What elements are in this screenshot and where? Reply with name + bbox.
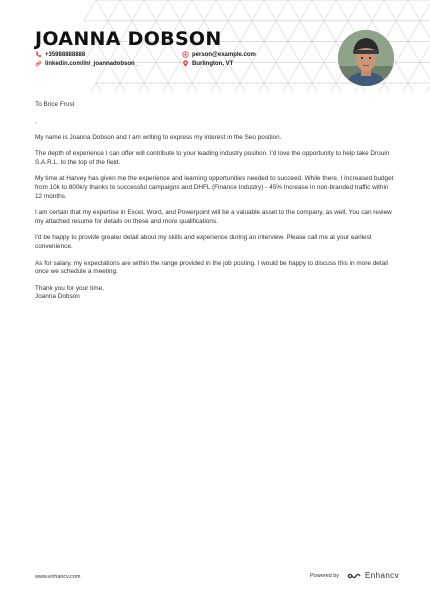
at-icon xyxy=(182,51,189,58)
paragraph-salary: As for salary, my expectations are within the range provided in the job posting. I would be happy to discuss this in more detail once we schedule a meeting. xyxy=(35,259,388,276)
paragraph-intro: My name is Joanna Dobson and I am writing to express my interest in the Seo position. xyxy=(35,133,282,141)
link-icon xyxy=(35,60,42,67)
signature: Joanna Dobson xyxy=(35,293,80,301)
paragraph-depth: The depth of experience I can offer will contribute to your leading industry position. I'd love the opportunity to help take Drouin S.A.R.L. to the top of the field. xyxy=(35,150,390,166)
greeting: To Brice Frost xyxy=(35,101,75,108)
resume-header xyxy=(0,0,430,92)
paragraph-skills: I am certain that my expertise in Excel, Word, and Powerpoint will be a valuable asset to the company, as well. You can review my attached resume for details on these and more qualifications. xyxy=(35,209,392,225)
powered-by-label: Powered by xyxy=(310,572,340,579)
phone-number: +35988888888 xyxy=(45,51,86,58)
footer-website[interactable]: www.enhancv.com xyxy=(35,574,81,580)
paragraph-experience: My time at Harvey has given me the experience and learning opportunities needed to succeed. While there, I Increased budget from 10k to 800k/y thanks to successful campaigns and DHFL (Finance Industry) - 45% Increase in non-branded traffic within 12 months. xyxy=(35,175,394,200)
location-contact xyxy=(182,60,233,67)
linkedin-contact[interactable] xyxy=(35,60,138,67)
avatar xyxy=(338,30,394,86)
phone-icon xyxy=(35,51,42,58)
paragraph-interview: I'd be happy to provide greater detail about my skills and experience during an interview. Please call me at your earliest convenience. xyxy=(35,234,372,250)
enhancv-logo-icon xyxy=(347,572,361,580)
letter-body xyxy=(35,101,395,302)
brand-name: Enhancv xyxy=(365,571,399,580)
phone-contact[interactable] xyxy=(35,51,85,58)
email-contact[interactable] xyxy=(182,51,256,58)
linkedin-url: linkedin.com/in/_joannadobson_ xyxy=(45,60,139,67)
email-address: person@example.com xyxy=(192,51,256,58)
candidate-name: JOANNA DOBSON xyxy=(35,28,222,50)
footer-branding[interactable] xyxy=(310,571,399,580)
closing: Thank you for your time, xyxy=(35,284,104,292)
profile-photo xyxy=(338,30,394,86)
location-text: Burlington, VT xyxy=(192,60,234,67)
greeting-comma: , xyxy=(35,117,37,125)
location-pin-icon xyxy=(182,60,189,67)
